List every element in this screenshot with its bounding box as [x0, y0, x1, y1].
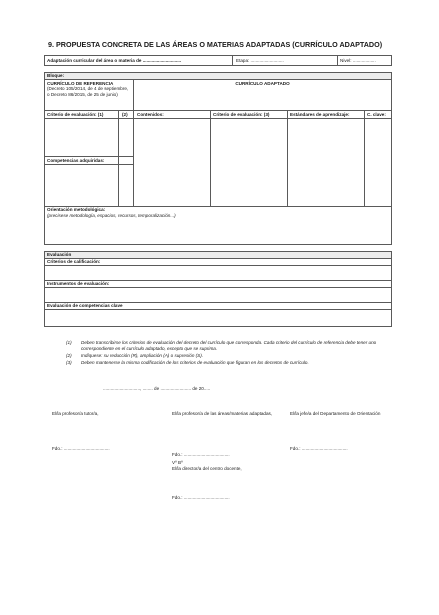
note-number: (2) [66, 353, 72, 358]
note-text: Deben mantenerse la misma codificación de los criterios de evaluación que figuran en los decretos de currículo. [81, 360, 309, 365]
area-label: Adaptación curricular del área o materia de .............................. [47, 57, 182, 63]
fdo-director: Fdo.: .................................... [172, 495, 230, 500]
director-signature-label: El/la director/a del centro docente, [172, 466, 242, 471]
criterio-1-header: Criterio de evaluación: (1) [47, 112, 104, 117]
etapa-label: Etapa: .......................... [236, 57, 284, 63]
header-divider [337, 55, 338, 66]
row-divider [44, 265, 392, 266]
fdo-tutor: Fdo.: .................................... [52, 446, 110, 451]
col-divider [364, 110, 365, 206]
row-divider [44, 309, 392, 310]
tutor-signature-label: El/la profesor/a tutor/a, [52, 411, 99, 416]
evaluacion-title: Evaluación [47, 252, 72, 257]
curriculo-adaptado-title: CURRÍCULO ADAPTADO [235, 80, 290, 86]
note-text: Deben transcribirse los criterios de evaluación del decreto del currículo que corresponda. Cada criterio del currículo de referencia debe tener uno correspondiente en el currículo adaptado, excepto que se suprima. [81, 340, 377, 351]
note-number: (3) [66, 360, 72, 365]
row-divider [44, 110, 392, 111]
note-number: (1) [66, 340, 72, 345]
col-divider [210, 110, 211, 206]
date-line: ............................., ........ de ........................ de 20..... [103, 386, 211, 391]
competencias-adquiridas-label: Competencias adquiridas: [47, 157, 105, 163]
row-divider [44, 164, 133, 165]
curriculo-referencia-subtitle: (Decreto 105/2014, de 4 de septiembre, o Decreto 86/2015, de 25 de junio) [47, 86, 129, 97]
col-divider [133, 110, 134, 206]
criterios-calificacion-label: Criterios de calificación: [47, 259, 101, 264]
orientacion-hint: (precisese metodología, espacios, recursos, temporalización...) [47, 213, 176, 218]
orientacion-label: Orientación metodológica: [47, 207, 106, 212]
evaluacion-header [45, 252, 392, 258]
row-divider [44, 118, 392, 119]
criterio-3-header: Criterio de evaluación: (3) [213, 112, 270, 117]
bloque-label: Bloque: [47, 73, 65, 79]
c-clave-header: C. clave: [367, 112, 386, 117]
row-divider [44, 287, 392, 288]
areas-signature-label: El/la profesor/a de las áreas/materias adaptadas, [172, 411, 273, 416]
orientacion-signature-label: El/la jefe/a del Departamento de Orientación [290, 411, 381, 416]
nivel-label: Nivel: .................. [340, 57, 376, 63]
curriculo-referencia-title: CURRÍCULO DE REFERENCIA [47, 80, 114, 86]
col-divider [287, 110, 288, 206]
section-title: 9. PROPUESTA CONCRETA DE LAS ÁREAS O MATERIAS ADAPTADAS (CURRÍCULO ADAPTADO) [48, 40, 383, 49]
contenidos-header: Contenidos: [137, 112, 164, 117]
header-divider [232, 55, 233, 66]
instrumentos-evaluacion-label: Instrumentos de evaluación: [47, 281, 110, 286]
vb-label: Vº Bº [172, 460, 183, 465]
estandares-header: Estándares de aprendizaje: [290, 112, 350, 117]
col-divider [118, 110, 119, 206]
note-text: Indíquese: su reducción (R), ampliación (A) o supresión (S). [81, 353, 204, 358]
fdo-areas: Fdo.: .................................... [172, 452, 230, 457]
fdo-orientacion: Fdo.: .................................... [290, 446, 348, 451]
evaluacion-competencias-label: Evaluación de competencias clave [47, 303, 123, 308]
col-2-header: (2) [122, 112, 128, 117]
